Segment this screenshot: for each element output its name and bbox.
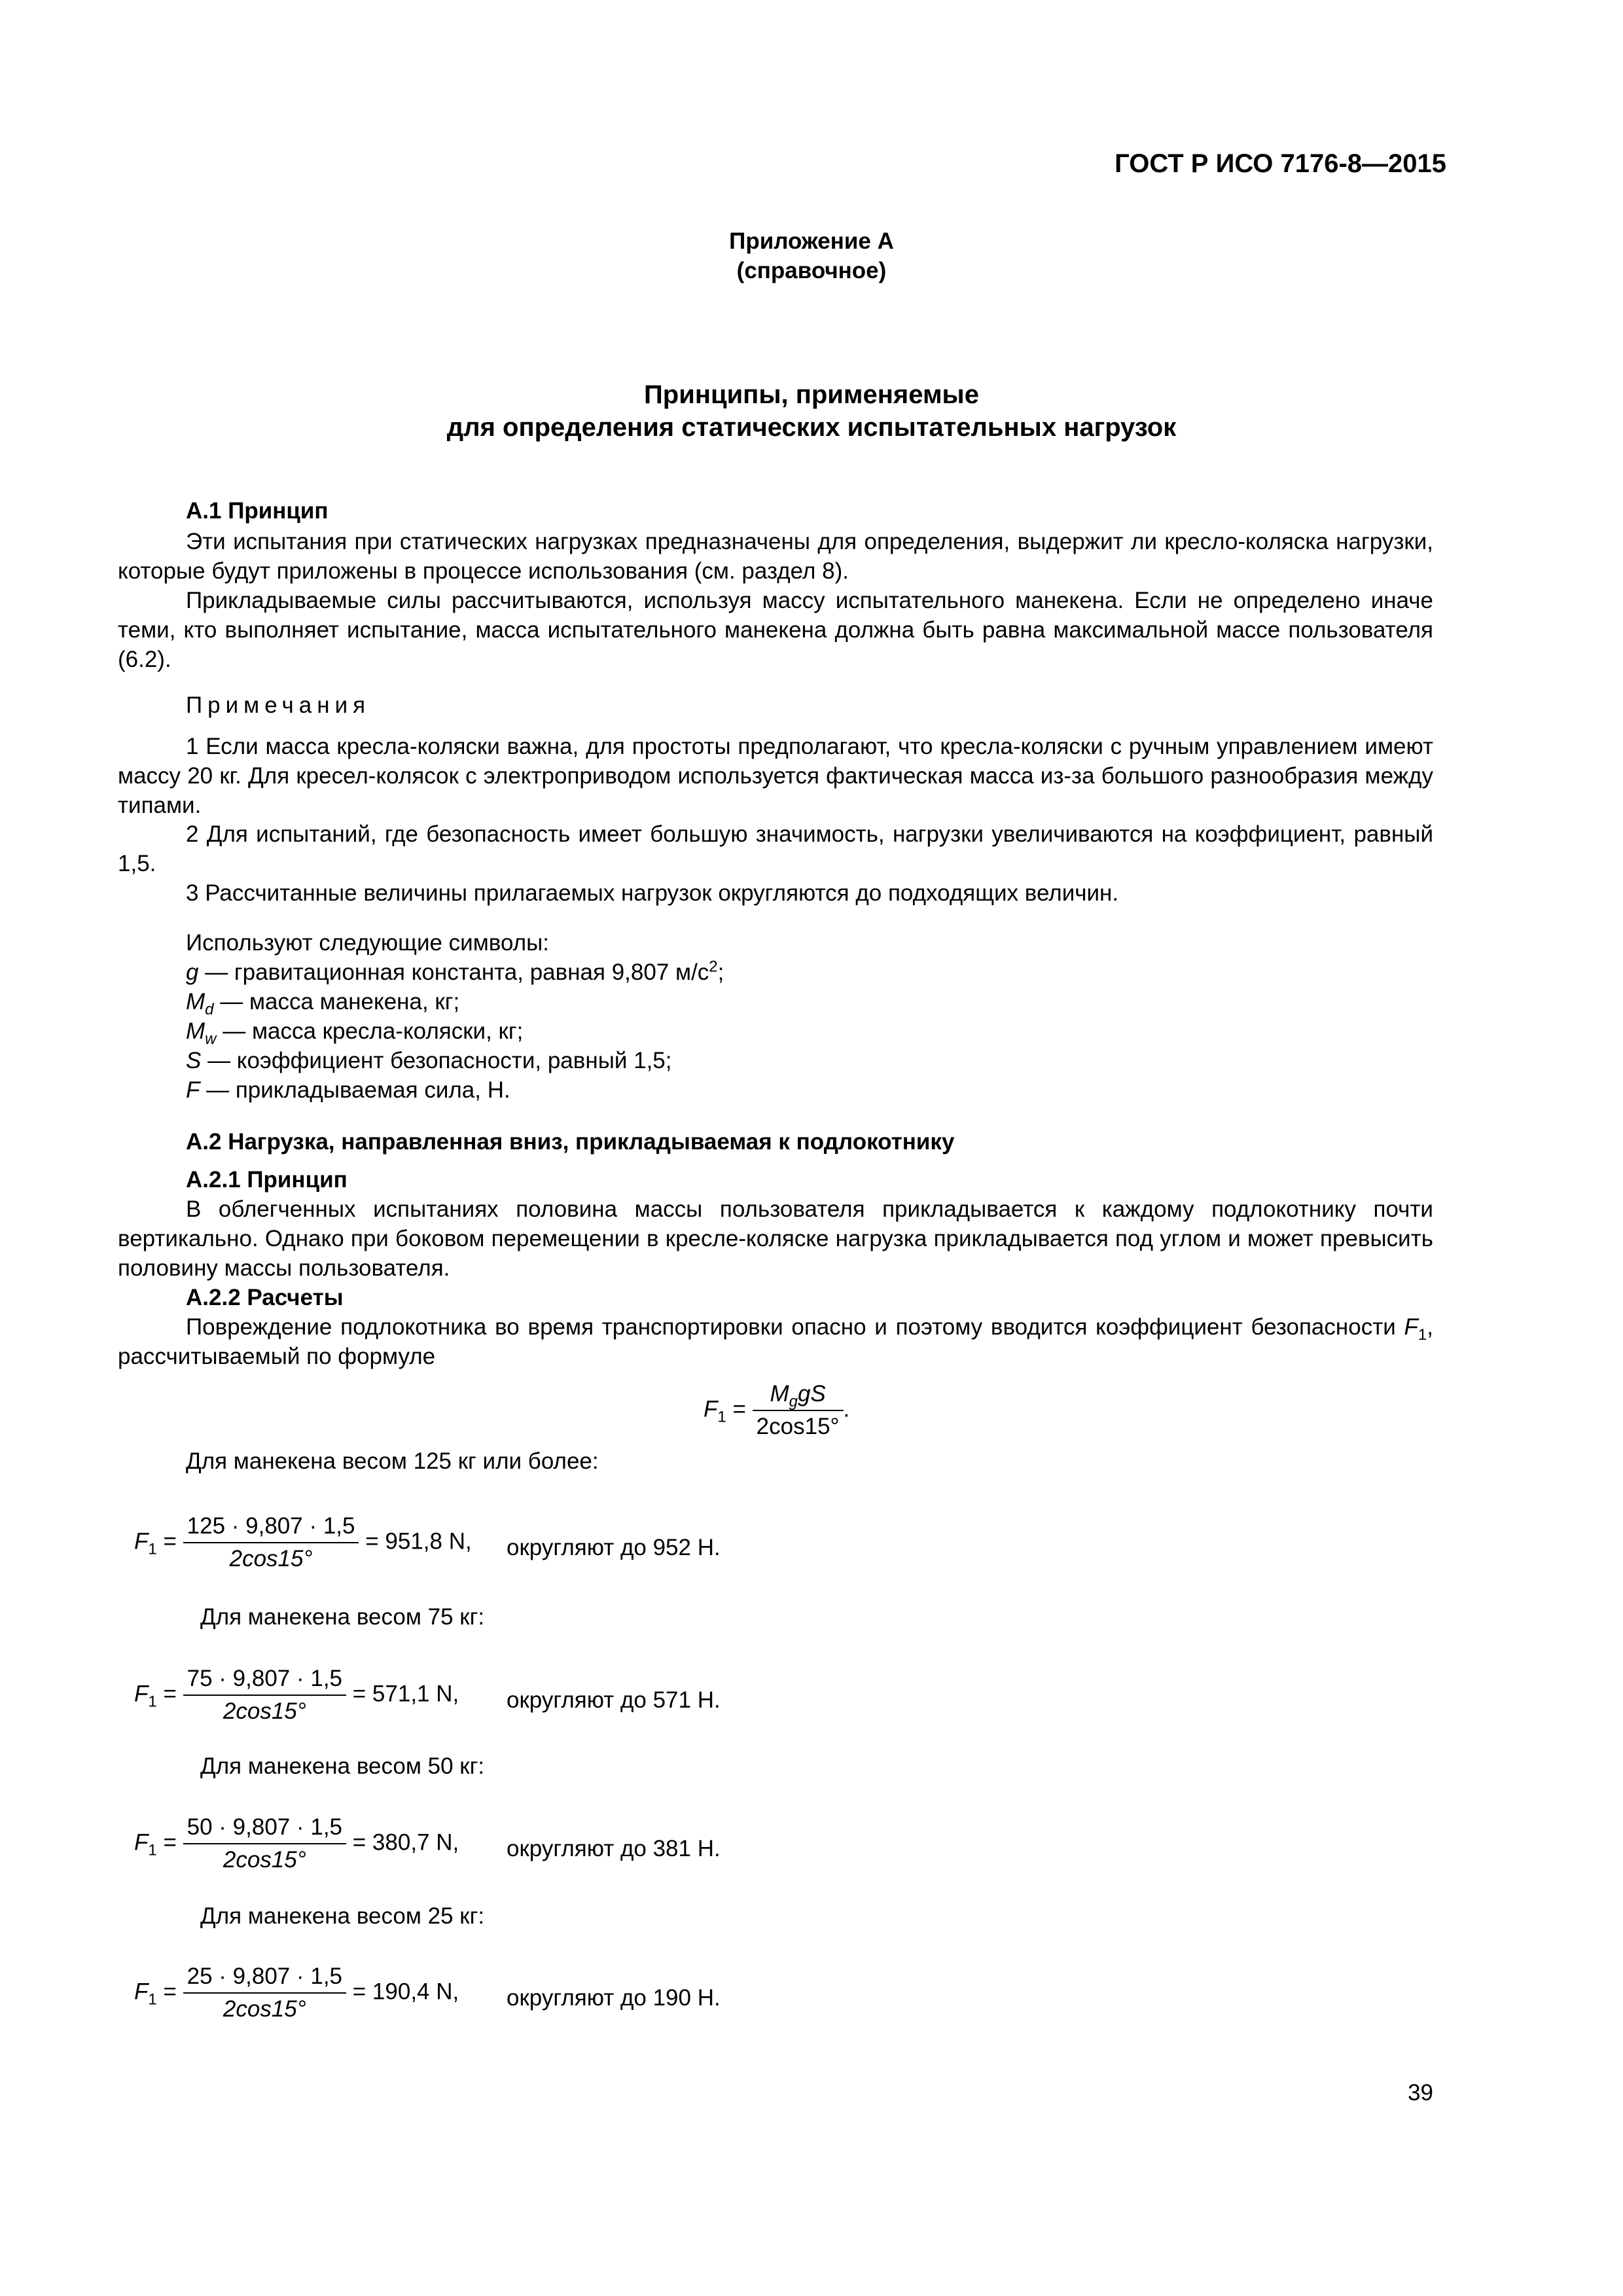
appendix-label: Приложение А	[729, 228, 894, 254]
symbol-s: S — коэффициент безопасности, равный 1,5;	[186, 1048, 672, 1073]
a1-heading: А.1 Принцип	[186, 498, 329, 524]
section-title-line2: для определения статических испытательных нагрузок	[446, 413, 1177, 442]
symbol-mw: $M_w$ — масса кресла-коляски, кг;	[186, 1018, 524, 1048]
calc-2-rounded: округляют до 571 Н.	[507, 1687, 721, 1713]
section-title	[0, 378, 1623, 444]
calc-1-formula: $F_1$ = $\frac{125 \cdot 9,807 \cdot 1,5}{2\cos 15^\circ}$ = 951,8 N,	[134, 1513, 472, 1571]
appendix-title	[0, 226, 1623, 285]
symbols-intro: Используют следующие символы:	[186, 930, 549, 956]
a2-heading: А.2 Нагрузка, направленная вниз, прикладываемая к подлокотнику	[186, 1129, 955, 1155]
calc-4-rounded: округляют до 190 Н.	[507, 1985, 721, 2011]
note-3: 3 Рассчитанные величины прилагаемых нагрузок округляются до подходящих величин.	[186, 880, 1119, 906]
a1-paragraph-1: Эти испытания при статических нагрузках предназначены для определения, выдержит ли кресло-коляска нагрузки, которые будут приложены в процессе использования (см. раздел 8).	[118, 529, 1433, 584]
a1-paragraph-2: Прикладываемые силы рассчитываются, используя массу испытательного манекена. Если не определено иначе теми, кто выполняет испытание, масса испытательного манекена должна быть равна максимальной массе пользователя (6.2).	[118, 588, 1433, 672]
note-1: 1 Если масса кресла-коляски важна, для простоты предполагают, что кресла-коляски с ручным управлением имеют массу 20 кг. Для кресел-колясок с электроприводом используется фактическая масса из-за большого разнообразия между типами.	[118, 734, 1433, 818]
calc-2-formula: $F_1$ = $\frac{75 \cdot 9,807 \cdot 1,5}{2\cos 15^\circ}$ = 571,1 N,	[134, 1666, 459, 1724]
main-formula: $F_1$ = $\frac{M_ggS}{2\cos 15^\circ}$ .	[704, 1381, 850, 1439]
calc-1-rounded: округляют до 952 Н.	[507, 1535, 721, 1560]
note-2: 2 Для испытаний, где безопасность имеет большую значимость, нагрузки увеличиваются на коэффициент, равный 1,5.	[118, 821, 1433, 876]
document-code: ГОСТ Р ИСО 7176-8—2015	[1115, 149, 1446, 178]
notes-label: Примечания	[186, 692, 371, 718]
symbol-g: g — гравитационная константа, равная 9,807 $м/с^2$;	[186, 958, 724, 985]
calc-3-formula: $F_1$ = $\frac{50 \cdot 9,807 \cdot 1,5}{2\cos 15^\circ}$ = 380,7 N,	[134, 1814, 459, 1873]
calc-4-formula: $F_1$ = $\frac{25 \cdot 9,807 \cdot 1,5}{2\cos 15^\circ}$ = 190,4 N,	[134, 1964, 459, 2022]
calc-4-label: Для манекена весом 25 кг:	[200, 1903, 485, 1929]
section-title-line1: Принципы, применяемые	[644, 380, 979, 409]
main-formula-fraction: $\frac{M_ggS}{2\cos 15^\circ}$	[753, 1381, 844, 1440]
symbol-md: $M_d$ — масса манекена, кг;	[186, 989, 460, 1018]
appendix-kind: (справочное)	[736, 258, 887, 283]
calc-3-rounded: округляют до 381 Н.	[507, 1836, 721, 1861]
calc-3-label: Для манекена весом 50 кг:	[200, 1753, 485, 1779]
calc-2-label: Для манекена весом 75 кг:	[200, 1604, 485, 1630]
calc-1-label: Для манекена весом 125 кг или более:	[186, 1448, 599, 1474]
page-number: 39	[1408, 2080, 1433, 2106]
symbol-f: F — прикладываемая сила, Н.	[186, 1077, 510, 1103]
a22-paragraph: Повреждение подлокотника во время транспортировки опасно и поэтому вводится коэффициент безопасности $F_1$, рассчитываемый по формуле	[118, 1314, 1433, 1369]
a21-paragraph: В облегченных испытаниях половина массы пользователя прикладывается к каждому подлокотнику почти вертикально. Однако при боковом перемещении в кресле-коляске нагрузка прикладывается под углом и может превысить половину массы пользователя.	[118, 1196, 1433, 1281]
a21-heading: А.2.1 Принцип	[186, 1167, 348, 1193]
a22-heading: А.2.2 Расчеты	[186, 1285, 344, 1310]
symbols-list	[186, 928, 724, 1105]
